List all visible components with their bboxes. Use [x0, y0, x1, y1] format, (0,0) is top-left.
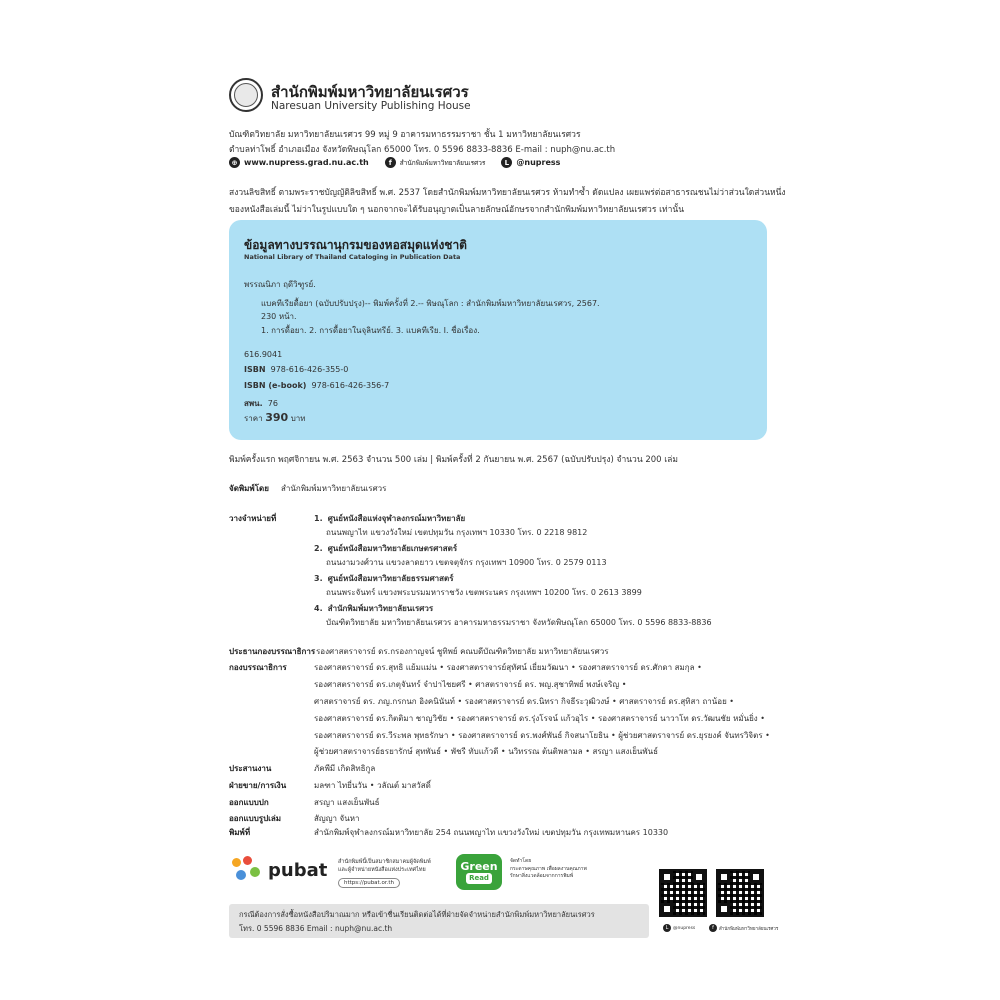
published-by-value: สำนักพิมพ์มหาวิทยาลัยนเรศวร	[281, 484, 387, 493]
pubat-logo	[232, 856, 327, 884]
cip-class-number: 616.9041	[244, 350, 283, 359]
social-links	[229, 157, 560, 168]
line-link[interactable]: @nupress	[516, 158, 561, 167]
published-by-label: จัดพิมพ์โดย	[229, 484, 269, 493]
price-prefix: ราคา	[244, 414, 263, 423]
distributor-2: 2. ศูนย์หนังสือมหาวิทยาลัยเกษตรศาสตร์	[314, 544, 458, 553]
coordinator-label: ประสานงาน	[229, 764, 272, 773]
board-chair-label: ประธานกองบรรณาธิการ	[229, 647, 316, 656]
cip-subjects: 1. การดื้อยา. 2. การดื้อยาในจุลินทรีย์. 3. แบคทีเรีย. I. ชื่อเรื่อง.	[261, 326, 480, 335]
editorial-board-line-3: ศาสตราจารย์ ดร. ภญ.กรกนก อิงคนินันท์ • รองศาสตราจารย์ ดร.นิทรา กิจธีระวุฒิวงษ์ • ศาสตราจารย์ ดร.สุทิสา ถาน้อย •	[314, 697, 735, 706]
code-label: สพน.	[244, 399, 263, 408]
facebook-icon: f	[709, 924, 717, 932]
notice-line-1: กรณีต้องการสั่งซื้อหนังสือปริมาณมาก หรือเข้าชื่นเรียนติดต่อได้ที่ฝ่ายจัดจำหน่ายสำนักพิมพ์มหาวิทยาลัยนเรศวร	[239, 910, 595, 919]
distributor-3: 3. ศูนย์หนังสือมหาวิทยาลัยธรรมศาสตร์	[314, 574, 454, 583]
cip-isbn	[244, 365, 348, 374]
cip-pages: 230 หน้า.	[261, 312, 297, 321]
isbn-value: 978-616-426-355-0	[270, 365, 349, 374]
qr-caption-facebook: f สำนักพิมพ์มหาวิทยาลัยนเรศวร	[709, 924, 778, 932]
distributor-2-address: ถนนงามวงศ์วาน แขวงลาดยาว เขตจตุจักร กรุงเทพฯ 10900 โทร. 0 2579 0113	[326, 558, 607, 567]
publisher-name-thai: สำนักพิมพ์มหาวิทยาลัยนเรศวร	[271, 83, 469, 101]
qr-code-line[interactable]	[659, 869, 707, 917]
sales-finance-value: มลฑา ไทยี่นวัน • วลัณต์ มาสวัสดิ์	[314, 781, 431, 790]
university-seal-icon	[229, 78, 263, 112]
notice-line-2: โทร. 0 5596 8836 Email : nuph@nu.ac.th	[239, 924, 393, 933]
cip-price	[244, 411, 306, 425]
cip-author: พรรณนิภา ฤดีวิฑูรย์.	[244, 280, 316, 289]
cip-ebook-isbn	[244, 381, 389, 390]
copyright-line-1: สงวนลิขสิทธิ์ ตามพระราชบัญญัติลิขสิทธิ์ พ.ศ. 2537 โดยสำนักพิมพ์มหาวิทยาลัยนเรศวร ห้ามทำซ้ำ ดัดแปลง เผยแพร่ต่อสาธารณชนไม่ว่าส่วนใดส่วนหนึ่ง	[229, 188, 786, 198]
line-icon: L	[501, 157, 512, 168]
cover-design-value: สรญา แสงเย็นพันธ์	[314, 798, 380, 807]
print-history: พิมพ์ครั้งแรก พฤศจิกายน พ.ศ. 2563 จำนวน 500 เล่ม | พิมพ์ครั้งที่ 2 กันยายน พ.ศ. 2567 (ฉบับปรับปรุง) จำนวน 200 เล่ม	[229, 455, 678, 465]
isbn-label: ISBN	[244, 365, 266, 374]
editorial-board-label: กองบรรณาธิการ	[229, 663, 287, 672]
distributor-1-address: ถนนพญาไท แขวงวังใหม่ เขตปทุมวัน กรุงเทพฯ 10330 โทร. 0 2218 9812	[326, 528, 588, 537]
cip-subtitle: National Library of Thailand Cataloging in Publication Data	[244, 253, 461, 261]
ebook-isbn-label: ISBN (e-book)	[244, 381, 307, 390]
qr-code-facebook[interactable]	[716, 869, 764, 917]
layout-design-value: สัญญา จันหา	[314, 814, 360, 823]
cover-design-label: ออกแบบปก	[229, 798, 269, 807]
line-icon: L	[663, 924, 671, 932]
distributor-3-address: ถนนพระจันทร์ แขวงพระบรมมหาราชวัง เขตพระนคร กรุงเทพฯ 10200 โทร. 0 2613 3899	[326, 588, 642, 597]
price-suffix: บาท	[290, 414, 306, 423]
editorial-board-line-4: รองศาสตราจารย์ ดร.กิตติมา ชาญวิชัย • รองศาสตราจารย์ ดร.รุ่งโรจน์ แก้วอุไร • รองศาสตราจารย์ นาวาโท ดร.วัฒนชัย หมั่นยิ่ง •	[314, 714, 765, 723]
facebook-link[interactable]: สำนักพิมพ์มหาวิทยาลัยนเรศวร	[399, 158, 486, 167]
layout-design-label: ออกแบบรูปเล่ม	[229, 814, 282, 823]
green-read-logo: Green Read	[456, 854, 502, 890]
pubat-mark-icon	[232, 856, 264, 884]
printed-at-value: สำนักพิมพ์จุฬาลงกรณ์มหาวิทยาลัย 254 ถนนพญาไท แขวงวังใหม่ เขตปทุมวัน กรุงเทพมหานคร 10330	[314, 828, 669, 837]
globe-icon: ⊕	[229, 157, 240, 168]
editorial-board-line-2: รองศาสตราจารย์ ดร.เกตุจันทร์ จำปาไชยศรี • ศาสตราจารย์ ดร. พญ.สุชาทิพย์ พงษ์เจริญ •	[314, 680, 627, 689]
sales-finance-label: ฝ่ายขาย/การเงิน	[229, 781, 287, 790]
price-value: 390	[265, 411, 289, 424]
publisher-name-english: Naresuan University Publishing House	[271, 100, 471, 112]
pubat-wordmark: pubat	[268, 859, 328, 881]
distribution-label: วางจำหน่ายที่	[229, 514, 277, 523]
cip-title: ข้อมูลทางบรรณานุกรมของหอสมุดแห่งชาติ	[244, 238, 467, 252]
editorial-board-line-6: ผู้ช่วยศาสตราจารย์ธรยารักษ์ สุทพันธ์ • พัชรี ทับแก้วดี • นวิทรรณ ต้นติพลามล • สรญา แสงเย็นพันธ์	[314, 747, 658, 756]
copyright-line-2: ของหนังสือเล่มนี้ ไม่ว่าในรูปแบบใด ๆ นอกจากจะได้รับอนุญาตเป็นลายลักษณ์อักษรจากสำนักพิมพ์มหาวิทยาลัยนเรศวร เท่านั้น	[229, 205, 685, 215]
copyright-notice	[229, 185, 789, 219]
printed-at-label: พิมพ์ที่	[229, 828, 251, 837]
bulk-order-notice	[229, 904, 649, 938]
distributor-4: 4. สำนักพิมพ์มหาวิทยาลัยนเรศวร	[314, 604, 434, 613]
distributor-4-address: บัณฑิตวิทยาลัย มหาวิทยาลัยนเรศวร อาคารมหาธรรมราชา จังหวัดพิษณุโลก 65000 โทร. 0 5596 8833-8836	[326, 618, 712, 627]
editorial-board-line-1: รองศาสตราจารย์ ดร.สุทธิ แย้มแม่น • รองศาสตราจารย์สุทัศน์ เยี่ยมวัฒนา • รองศาสตราจารย์ ดร.ศักดา สมกุล •	[314, 663, 702, 672]
address-line-1: บัณฑิตวิทยาลัย มหาวิทยาลัยนเรศวร 99 หมู่ 9 อาคารมหาธรรมราชา ชั้น 1 มหาวิทยาลัยนเรศวร	[229, 130, 581, 140]
cip-code	[244, 397, 278, 410]
green-read-description: จัดทำโดย กระดาษคุณภาพ เพื่อผลงานคุณภาพ รักษาสิ่งแวดล้อมจากการพิมพ์	[510, 858, 587, 879]
distributor-1: 1. ศูนย์หนังสือแห่งจุฬาลงกรณ์มหาวิทยาลัย	[314, 514, 466, 523]
address-line-2: ตำบลท่าโพธิ์ อำเภอเมือง จังหวัดพิษณุโลก 65000 โทร. 0 5596 8833-8836 E-mail : nuph@nu.ac.th	[229, 145, 616, 155]
board-chair-value: รองศาสตราจารย์ ดร.กรองกาญจน์ ชูทิพย์ คณบดีบัณฑิตวิทยาลัย มหาวิทยาลัยนเรศวร	[316, 647, 609, 656]
editorial-board-line-5: รองศาสตราจารย์ ดร.วีระพล พุทธรักษา • รองศาสตราจารย์ ดร.พงศ์พันธ์ กิจสนาโยธิน • ผู้ช่วยศาสตราจารย์ ดร.ยุรยงค์ จันทรวิจิตร •	[314, 731, 770, 740]
code-value: 76	[267, 399, 278, 408]
website-link[interactable]: www.nupress.grad.nu.ac.th	[244, 158, 369, 167]
cip-book-entry: แบคทีเรียดื้อยา (ฉบับปรับปรุง)-- พิมพ์ครั้งที่ 2.-- พิษณุโลก : สำนักพิมพ์มหาวิทยาลัยนเรศวร, 2567.	[261, 299, 600, 308]
qr-caption-line: L @nupress	[663, 924, 695, 932]
coordinator-value: ภัคพีมี เกิดสิทธิกูล	[314, 764, 376, 773]
pubat-url-link[interactable]: https://pubat.or.th	[338, 878, 400, 888]
cataloging-box	[229, 220, 767, 440]
pubat-description: สำนักพิมพ์นี้เป็นสมาชิกสมาคมผู้จัดพิมพ์ และผู้จำหน่ายหนังสือแห่งประเทศไทย	[338, 859, 431, 873]
ebook-isbn-value: 978-616-426-356-7	[311, 381, 390, 390]
facebook-icon: f	[385, 157, 396, 168]
